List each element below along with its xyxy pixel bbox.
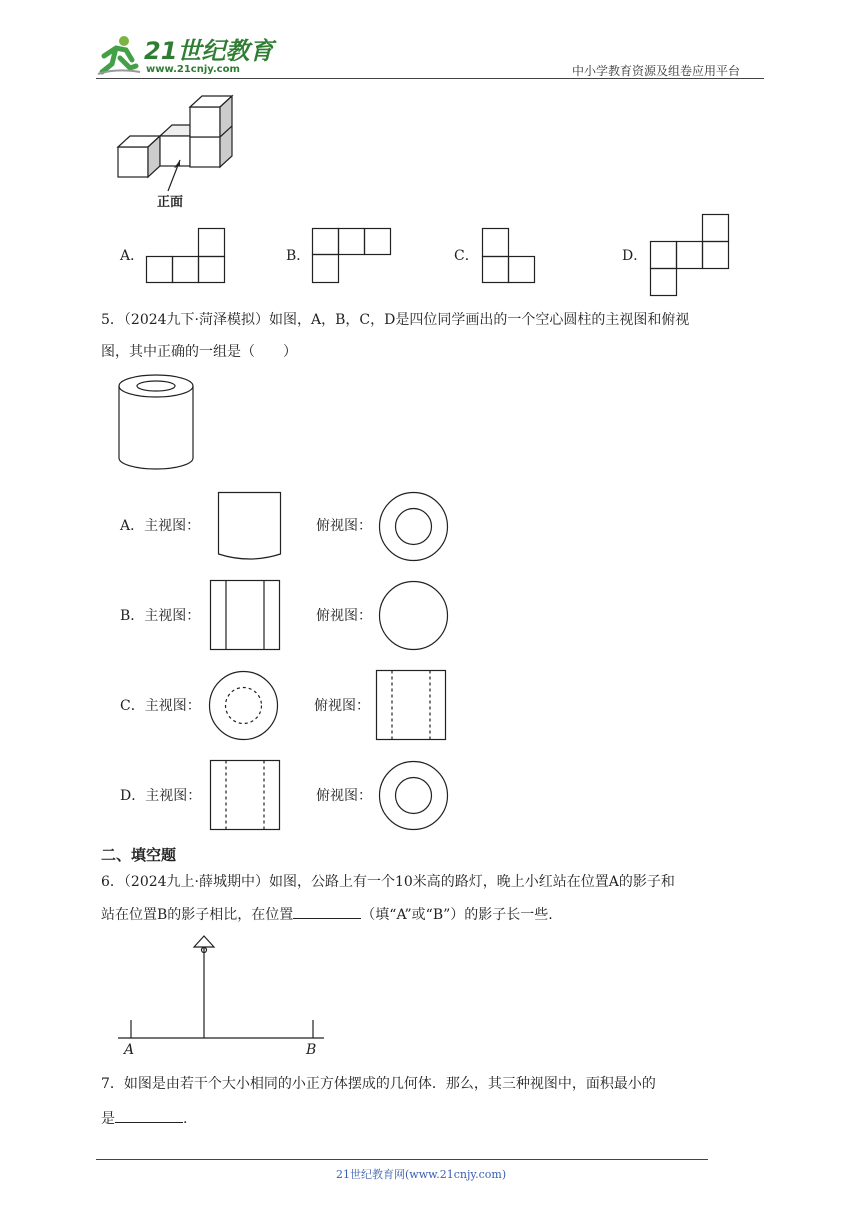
q5-option-a-label: A．主视图： bbox=[120, 518, 201, 534]
q5-option-b-label: B．主视图： bbox=[120, 608, 201, 624]
q5-option-b-front-view bbox=[210, 580, 282, 652]
header-divider bbox=[96, 78, 764, 79]
q6-line1: 6．（2024九上·薛城期中）如图，公路上有一个10米高的路灯，晚上小红站在位置A的影子和 bbox=[101, 874, 675, 890]
runner-logo-icon bbox=[96, 34, 142, 76]
q4-option-c-label: C． bbox=[454, 248, 479, 264]
hollow-cylinder-figure bbox=[118, 374, 198, 474]
q5-option-d-front-view bbox=[210, 760, 282, 832]
q7-answer-blank[interactable] bbox=[115, 1108, 183, 1123]
street-lamp-figure bbox=[118, 934, 328, 1064]
q7-line2-after: . bbox=[183, 1111, 188, 1127]
q7-line2-before: 是 bbox=[101, 1111, 115, 1127]
q4-option-b-label: B． bbox=[286, 248, 311, 264]
q6-answer-blank[interactable] bbox=[293, 904, 361, 919]
q5-option-d-label: D．主视图： bbox=[120, 788, 202, 804]
q4-option-d-label: D． bbox=[622, 248, 648, 264]
q5-line2: 图，其中正确的一组是（ ） bbox=[101, 344, 297, 360]
q6-line2-after: （填“A”或“B”）的影子长一些. bbox=[361, 907, 553, 923]
q4-option-a-label: A． bbox=[120, 248, 145, 264]
section-title: 二、填空题 bbox=[101, 846, 177, 864]
q4-option-d-figure bbox=[650, 214, 732, 298]
q6-line2-before: 站在位置B的影子相比，在位置 bbox=[101, 907, 294, 923]
q5-line1: 5．（2024九下·菏泽模拟）如图，A，B，C，D是四位同学画出的一个空心圆柱的主视图和俯视 bbox=[101, 312, 690, 328]
q5-option-d-top-label: 俯视图： bbox=[316, 788, 372, 804]
q5-option-a-front-view bbox=[218, 492, 284, 562]
q5-option-b-top-label: 俯视图： bbox=[316, 608, 372, 624]
q5-option-a-top-view bbox=[378, 491, 450, 563]
q5-option-c-top-label: 俯视图： bbox=[314, 698, 370, 714]
front-label: 正面 bbox=[157, 195, 184, 210]
point-a-label: A bbox=[124, 1042, 135, 1058]
q5-option-b-top-view bbox=[378, 580, 450, 652]
q4-option-b-figure bbox=[312, 228, 394, 284]
q5-option-c-label: C．主视图： bbox=[120, 698, 201, 714]
footer-text: 21世纪教育网(www.21cnjy.com) bbox=[336, 1168, 507, 1181]
q5-option-a-top-label: 俯视图： bbox=[316, 518, 372, 534]
header-right-text: 中小学教育资源及组卷应用平台 bbox=[572, 64, 741, 78]
logo-url-text: www.21cnjy.com bbox=[146, 64, 240, 75]
q7-line2 bbox=[101, 1108, 187, 1129]
q6-line2 bbox=[101, 904, 553, 925]
point-b-label: B bbox=[306, 1042, 317, 1058]
q5-option-d-top-view bbox=[378, 760, 450, 832]
footer-divider bbox=[96, 1159, 708, 1160]
q5-option-c-front-view bbox=[208, 670, 280, 742]
q4-option-a-figure bbox=[146, 228, 226, 284]
q4-option-c-figure bbox=[482, 228, 538, 284]
q5-option-c-top-view bbox=[376, 670, 448, 742]
logo-main-text: 21世纪教育 bbox=[144, 37, 274, 65]
q7-line1: 7．如图是由若干个大小相同的小正方体摆成的几何体．那么，其三种视图中，面积最小的 bbox=[101, 1076, 656, 1092]
